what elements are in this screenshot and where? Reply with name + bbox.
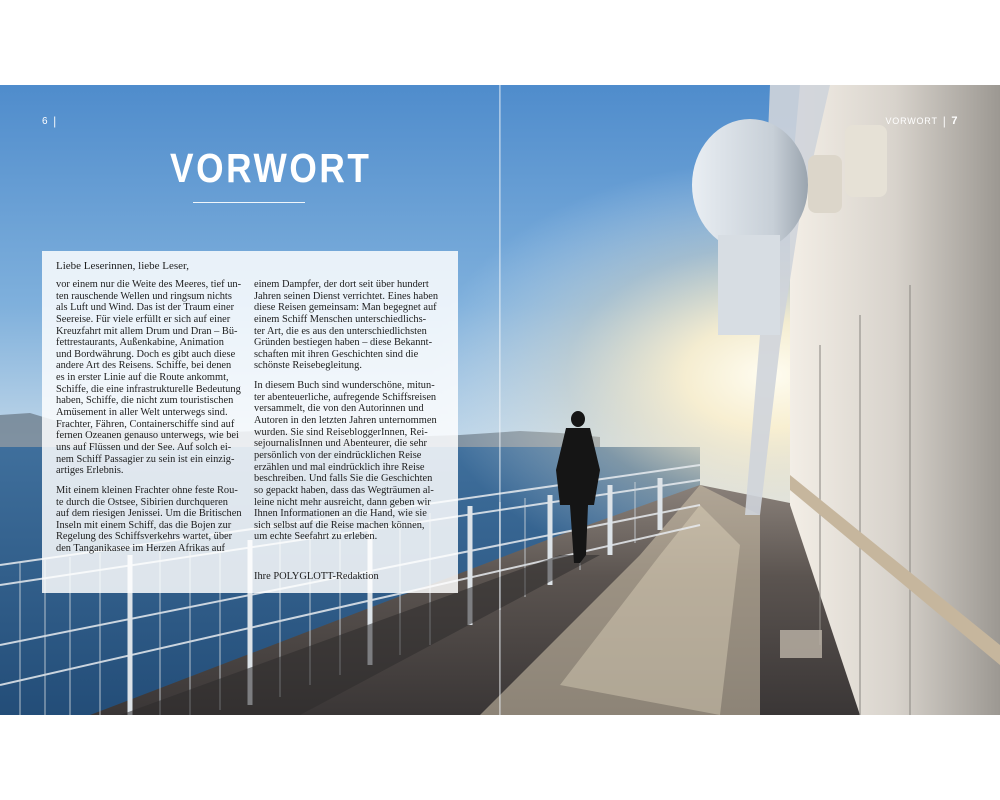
text-line: den Tanganikasee im Herzen Afrikas auf (56, 543, 226, 555)
text-line: andere Art des Reisens. Schiffe, bei denen (56, 360, 232, 372)
text-line: wurden. Sie sind ReisebloggerInnen, Rei- (254, 426, 428, 438)
text-line: so gepackt haben, dass das Wegträumen al- (254, 484, 434, 496)
text-line: haben, Schiffe, die nicht zum touristischen (56, 395, 234, 407)
text-line: ter abenteuerliche, aufregende Schiffsreisen (254, 391, 437, 403)
text-line: Frachter, Fähren, Containerschiffe sind auf (56, 418, 235, 430)
text-line: Kreuzfahrt mit allem Drum und Dran – Bü- (56, 325, 238, 337)
text-line: erzählen und mal eindrücklich ihre Reise (254, 461, 425, 473)
text-line: Autoren in den letzten Jahren unternommen (254, 415, 437, 427)
salutation: Liebe Leserinnen, liebe Leser, (56, 260, 190, 272)
text-column-1 (56, 279, 246, 555)
text-line: diese Reisen gemeinsam: Man begegnet auf (254, 302, 437, 314)
text-line: artiges Erlebnis. (56, 465, 124, 477)
text-line: leine nicht mehr ausreicht, dann geben wir (254, 496, 431, 508)
text-line: te durch die Ostsee, Sibirien durchqueren (56, 496, 228, 508)
text-line: versammelt, die von den Autorinnen und (254, 403, 424, 415)
text-line: ten rauschende Wellen und ringsum nichts (56, 290, 232, 302)
text-line: einem Schiff Menschen unterschiedlichs- (254, 313, 427, 325)
text-line: auf dem riesigen Jenissei. Um die Britischen (56, 508, 242, 520)
paragraph-break (56, 477, 246, 485)
signature: Ihre POLYGLOTT-Redaktion (254, 571, 379, 582)
text-line: In diesem Buch sind wunderschöne, mitun- (254, 380, 435, 392)
folio-divider: | (942, 114, 947, 128)
text-line: persönlich von der eindrücklichen Reise (254, 449, 422, 461)
text-line: Seereise. Für viele erfüllt er sich auf einer (56, 313, 231, 325)
text-line: als Luft und Wind. Das ist der Traum einer (56, 302, 235, 314)
text-line: Jahren seinen Dienst verrichtet. Eines haben (254, 290, 439, 302)
text-line: Inseln mit einem Schiff, das die Bojen zur (56, 519, 232, 531)
page-gutter (499, 85, 501, 715)
text-line: um echte Seefahrt zu erleben. (254, 531, 378, 543)
paragraph-break (254, 372, 444, 380)
left-folio (42, 114, 57, 128)
chapter-title: VORWORT (170, 145, 372, 191)
running-head: VORWORT (885, 116, 938, 126)
text-line: einem Dampfer, der dort seit über hundert (254, 279, 429, 290)
right-folio (885, 114, 958, 128)
text-line: nem Schiff Passagier zu sein ist ein einzig- (56, 453, 235, 465)
text-line: Amüsement in aller Welt unterwegs sind. (56, 407, 228, 419)
left-page-number: 6 (42, 115, 49, 127)
right-page-number: 7 (951, 115, 958, 127)
title-underline (193, 202, 305, 203)
folio-divider: | (53, 114, 57, 128)
text-line: fettrestaurants, Außenkabine, Animation (56, 337, 224, 349)
text-line: ter Art, die es aus den unterschiedlichsten (254, 325, 427, 337)
text-line: Schiffe, die eine infrastrukturelle Bedeutung (56, 383, 241, 395)
magazine-spread (0, 85, 1000, 715)
text-line: fernen Ozeanen genauso unterwegs, wie bei (56, 430, 239, 442)
text-line: Gründen bestiegen haben – diese Bekannt- (254, 337, 433, 349)
text-line: beschreiben. Und falls Sie die Geschichten (254, 473, 433, 485)
text-line: sich selbst auf die Reise machen können, (254, 519, 425, 531)
text-line: schönste Reisebegleitung. (254, 360, 362, 372)
text-line: es in erster Linie auf die Route ankommt, (56, 372, 229, 384)
text-line: Regelung des Schiffsverkehrs wartet, über (56, 531, 233, 543)
text-line: Ihnen Informationen an die Hand, wie sie (254, 508, 427, 520)
text-line: sejournalisInnen und Abenteurer, die sehr (254, 438, 427, 450)
foreword-text-box (42, 251, 458, 593)
text-column-2 (254, 279, 444, 543)
text-line: schaften mit ihren Geschichten sind die (254, 348, 419, 360)
text-line: und Bordwährung. Doch es gibt auch diese (56, 348, 236, 360)
text-line: uns auf Flüssen und der See. Auf solch ei- (56, 441, 232, 453)
text-line: vor einem nur die Weite des Meeres, tief un- (56, 279, 242, 290)
text-line: Mit einem kleinen Frachter ohne feste Rou- (56, 484, 238, 496)
